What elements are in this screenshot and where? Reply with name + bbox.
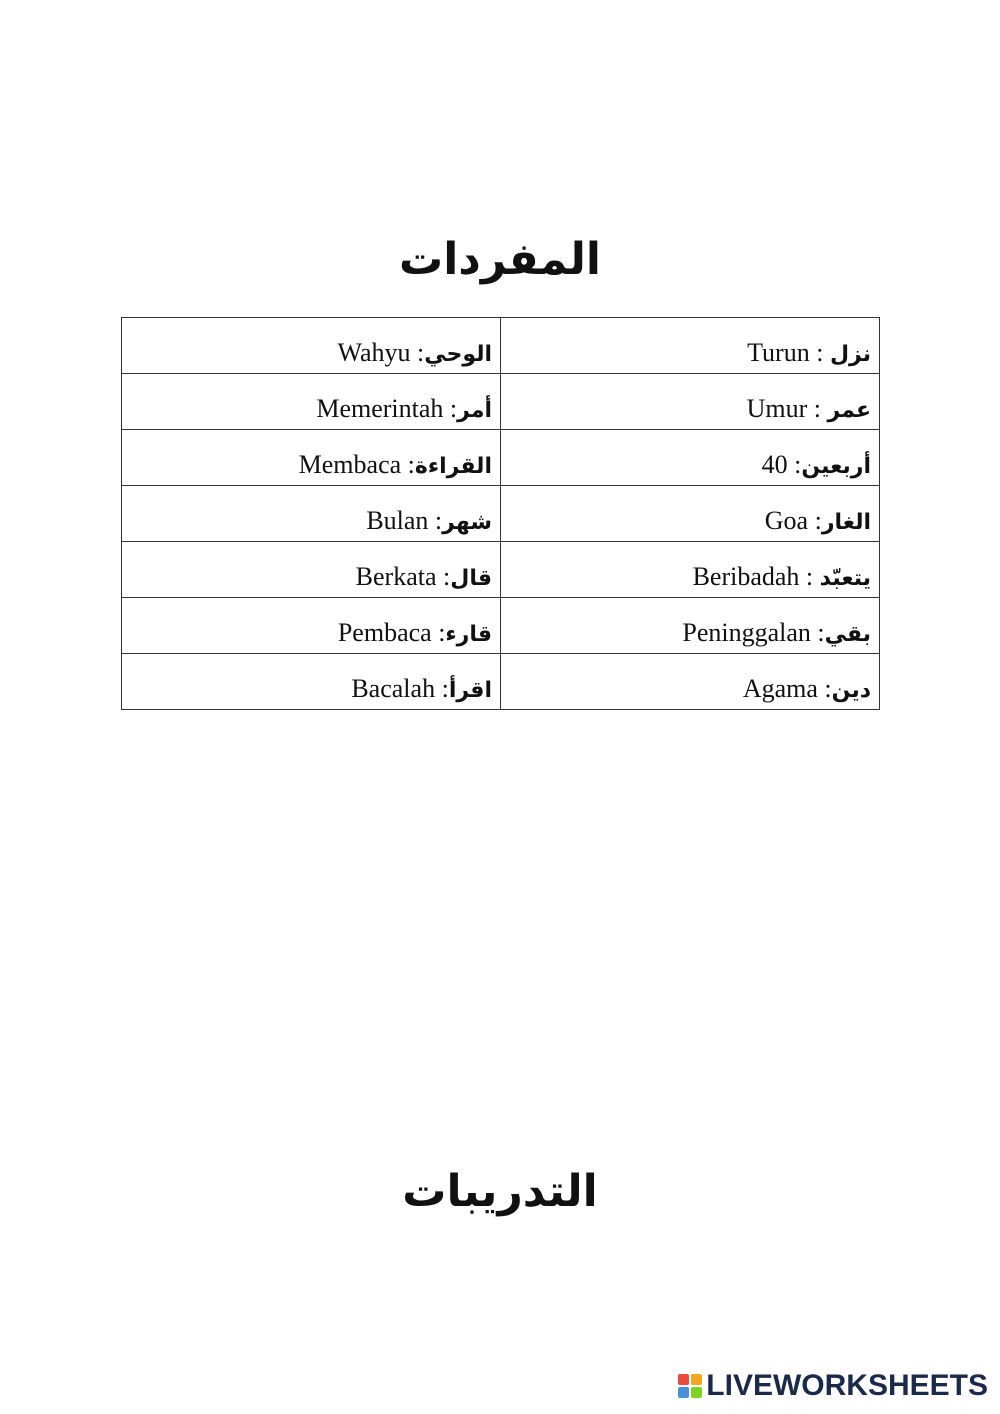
vocab-entry xyxy=(299,436,492,480)
vocab-entry xyxy=(682,604,871,648)
logo-square-2 xyxy=(691,1374,702,1385)
vocab-entry xyxy=(762,436,871,480)
vocab-separator: : xyxy=(799,561,820,591)
table-row xyxy=(122,318,880,374)
vocab-meaning: Umur xyxy=(746,393,808,423)
vocab-arabic-word: اقرأ xyxy=(448,677,492,703)
vocab-cell-right xyxy=(501,654,880,710)
liveworksheets-logo xyxy=(678,1368,988,1404)
vocab-meaning: 40 xyxy=(761,449,788,479)
vocab-arabic-word: شهر xyxy=(442,509,492,535)
vocab-meaning: Berkata xyxy=(355,561,437,591)
vocab-meaning: Membaca xyxy=(298,449,402,479)
vocab-entry xyxy=(743,660,871,704)
vocab-entry xyxy=(351,660,492,704)
table-row xyxy=(122,654,880,710)
vocab-arabic-word: قال xyxy=(450,565,492,591)
vocab-entry xyxy=(366,492,492,536)
logo-square-3 xyxy=(678,1387,689,1398)
page-title: المفردات xyxy=(398,234,602,285)
vocab-separator: : xyxy=(817,673,832,703)
vocab-arabic-word: يتعبّد xyxy=(819,565,871,591)
logo-grid-icon xyxy=(678,1374,702,1398)
vocab-meaning: Goa xyxy=(764,505,809,535)
vocab-meaning: Bacalah xyxy=(351,673,436,703)
vocab-meaning: Wahyu xyxy=(337,337,411,367)
vocab-arabic-word: بقي xyxy=(824,621,871,647)
vocab-meaning: Turun xyxy=(747,337,810,367)
vocab-entry xyxy=(693,548,871,592)
vocab-entry xyxy=(747,324,871,368)
vocab-cell-left xyxy=(122,598,501,654)
vocab-entry xyxy=(338,604,492,648)
vocab-cell-right xyxy=(501,598,880,654)
table-row xyxy=(122,598,880,654)
vocab-cell-left xyxy=(122,542,501,598)
vocab-cell-right xyxy=(501,486,880,542)
vocab-arabic-word: الوحي xyxy=(424,341,492,367)
vocab-separator: : xyxy=(809,337,830,367)
vocab-arabic-word: نزل xyxy=(829,341,871,367)
vocab-entry xyxy=(747,380,871,424)
table-row xyxy=(122,430,880,486)
vocab-separator: : xyxy=(401,449,415,479)
vocab-entry xyxy=(356,548,492,592)
vocab-arabic-word: عمر xyxy=(827,397,871,423)
vocab-arabic-word: أربعين xyxy=(801,453,871,479)
vocab-separator: : xyxy=(808,505,822,535)
vocab-entry xyxy=(765,492,871,536)
vocab-separator: : xyxy=(436,561,451,591)
exercises-heading: التدريبات xyxy=(402,1166,598,1217)
vocab-cell-left xyxy=(122,486,501,542)
vocabulary-table xyxy=(121,317,880,710)
table-row xyxy=(122,374,880,430)
vocab-cell-left xyxy=(122,654,501,710)
logo-text: LIVEWORKSHEETS xyxy=(706,1369,988,1402)
vocab-separator: : xyxy=(807,393,828,423)
vocab-arabic-word: أمر xyxy=(457,397,492,423)
vocab-meaning: Beribadah xyxy=(692,561,800,591)
table-row xyxy=(122,486,880,542)
logo-square-1 xyxy=(678,1374,689,1385)
vocab-arabic-word: قارء xyxy=(445,621,492,647)
vocab-entry xyxy=(316,380,492,424)
vocab-arabic-word: الغار xyxy=(821,509,871,535)
vocab-separator: : xyxy=(443,393,458,423)
vocab-meaning: Memerintah xyxy=(316,393,444,423)
vocab-separator: : xyxy=(410,337,425,367)
vocab-arabic-word: القراءة xyxy=(414,453,492,479)
vocab-meaning: Peninggalan xyxy=(682,617,811,647)
vocab-separator: : xyxy=(435,673,449,703)
table-row xyxy=(122,542,880,598)
vocab-cell-right xyxy=(501,374,880,430)
vocab-separator: : xyxy=(431,617,446,647)
vocab-cell-left xyxy=(122,374,501,430)
vocab-cell-right xyxy=(501,318,880,374)
vocab-separator: : xyxy=(787,449,802,479)
vocab-separator: : xyxy=(428,505,443,535)
vocab-cell-left xyxy=(122,318,501,374)
vocab-meaning: Agama xyxy=(742,673,818,703)
vocab-cell-right xyxy=(501,430,880,486)
vocab-cell-right xyxy=(501,542,880,598)
vocab-separator: : xyxy=(810,617,825,647)
vocab-entry xyxy=(338,324,492,368)
vocab-meaning: Bulan xyxy=(366,505,429,535)
vocab-cell-left xyxy=(122,430,501,486)
vocab-meaning: Pembaca xyxy=(337,617,432,647)
logo-square-4 xyxy=(691,1387,702,1398)
vocab-arabic-word: دين xyxy=(831,677,871,703)
